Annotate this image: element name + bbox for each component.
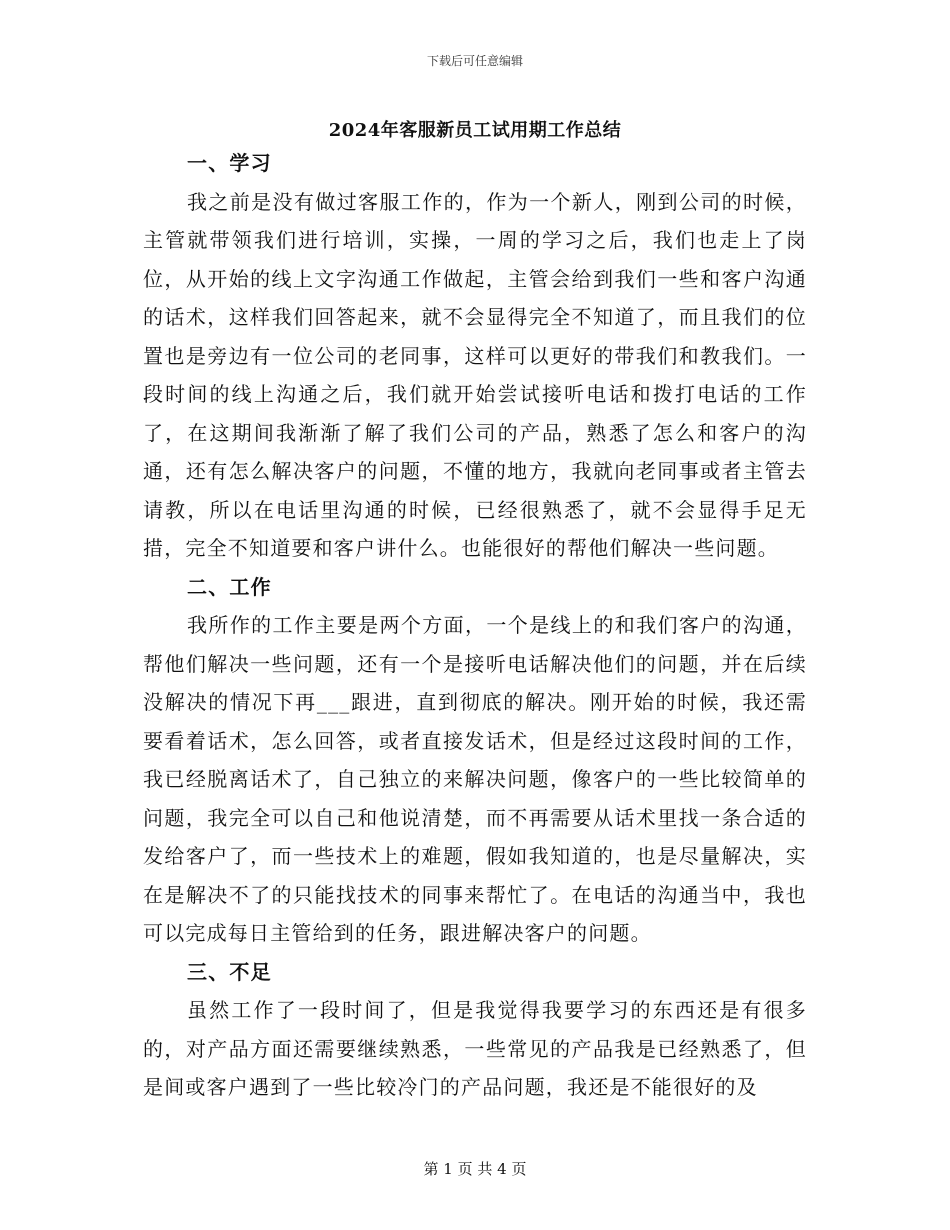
section-paragraph: 虽然工作了一段时间了，但是我觉得我要学习的东西还是有很多的，对产品方面还需要继续熟悉，一些常见的产品我是已经熟悉了，但是间或客户遇到了一些比较冷门的产品问题，我还是不能很好的及 bbox=[143, 998, 807, 1099]
section-heading: 二、工作 bbox=[187, 574, 272, 599]
section-paragraph: 我所作的工作主要是两个方面，一个是线上的和我们客户的沟通，帮他们解决一些问题，还有一个是接听电话解决他们的问题，并在后续没解决的情况下再___跟进，直到彻底的解决。刚开始的时候，我还需要看着话术，怎么回答，或者直接发话术，但是经过这段时间的工作，我已经脱离话术了，自己独立的来解决问题，像客户的一些比较简单的问题，我完全可以自己和他说清楚，而不再需要从话术里找一条合适的发给客户了，而一些技术上的难题，假如我知道的，也是尽量解决，实在是解决不了的只能找技术的同事来帮忙了。在电话的沟通当中，我也可以完成每日主管给到的任务，跟进解决客户的问题。 bbox=[143, 613, 807, 945]
section-study bbox=[143, 144, 807, 568]
section-heading: 一、学习 bbox=[187, 151, 272, 175]
page-number: 第 1 页 共 4 页 bbox=[423, 1160, 527, 1178]
section-work bbox=[143, 568, 807, 953]
document-title: 2024年客服新员工试用期工作总结 bbox=[328, 120, 622, 141]
document-body bbox=[143, 144, 807, 1107]
section-heading: 三、不足 bbox=[187, 959, 272, 984]
section-paragraph: 我之前是没有做过客服工作的，作为一个新人，刚到公司的时候，主管就带领我们进行培训，实操，一周的学习之后，我们也走上了岗位，从开始的线上文字沟通工作做起，主管会给到我们一些和客户沟通的话术，这样我们回答起来，就不会显得完全不知道了，而且我们的位置也是旁边有一位公司的老同事，这样可以更好的带我们和教我们。一段时间的线上沟通之后，我们就开始尝试接听电话和拨打电话的工作了，在这期间我渐渐了解了我们公司的产品，熟悉了怎么和客户的沟通，还有怎么解决客户的问题，不懂的地方，我就向老同事或者主管去请教，所以在电话里沟通的时候，已经很熟悉了，就不会显得手足无措，完全不知道要和客户讲什么。也能很好的帮他们解决一些问题。 bbox=[143, 189, 807, 560]
section-shortcomings bbox=[143, 953, 807, 1107]
page-header: 下载后可任意编辑 bbox=[426, 54, 523, 68]
